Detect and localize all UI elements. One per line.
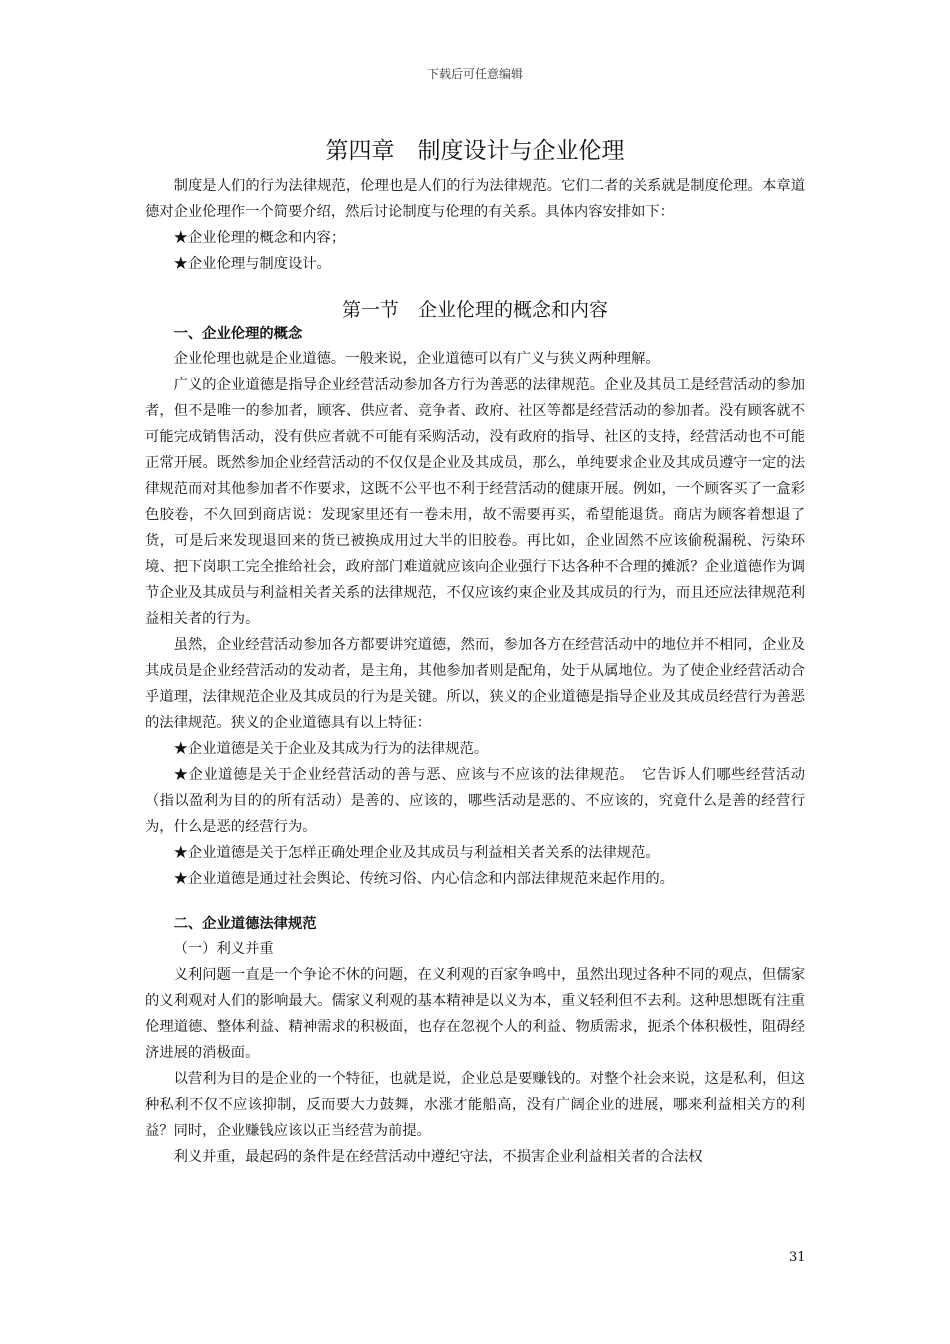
chapter-bullet-1: ★企业伦理的概念和内容； bbox=[173, 230, 346, 246]
feature-item: ★企业道德是通过社会舆论、传统习俗、内心信念和内部法律规范来起作用的。 bbox=[173, 871, 674, 887]
section-title: 第一节 企业伦理的概念和内容 bbox=[341, 299, 608, 321]
feature-item: ★企业道德是关于企业经营活动的善与恶、应该与不应该的法律规范。 它告诉人们哪些经营活动（指以盈利为目的的所有活动）是善的、应该的，哪些活动是恶的、不应该的，究竟什么是善的经营行为，什么是恶的经营行为。 bbox=[145, 767, 805, 835]
heading-norms: 二、企业道德法律规范 bbox=[173, 916, 317, 932]
heading-concept: 一、企业伦理的概念 bbox=[173, 326, 303, 342]
feature-item: ★企业道德是关于怎样正确处理企业及其成员与利益相关者关系的法律规范。 bbox=[173, 845, 660, 861]
chapter-intro: 制度是人们的行为法律规范，伦理也是人们的行为法律规范。它们二者的关系就是制度伦理。本章道德对企业伦理作一个简要介绍，然后讨论制度与伦理的有关系。具体内容安排如下： bbox=[145, 178, 805, 220]
paragraph: 广义的企业道德是指导企业经营活动参加各方行为善恶的法律规范。企业及其员工是经营活动的参加者，但不是唯一的参加者，顾客、供应者、竞争者、政府、社区等都是经营活动的参加者。没有顾客就不可能完成销售活动，没有供应者就不可能有采购活动，没有政府的指导、社区的支持，经营活动也不可能正常开展。既然参加企业经营活动的不仅仅是企业及其成员，那么，单纯要求企业及其成员遵守一定的法律规范而对其他参加者不作要求，这既不公平也不利于经营活动的健康开展。例如，一个顾客买了一盒彩色胶卷，不久回到商店说：发现家里还有一卷未用，故不需要再买，希望能退货。商店为顾客着想退了货，可是后来发现退回来的货已被换成用过大半的旧胶卷。再比如，企业固然不应该偷税漏税、污染环境、把下岗职工完全推给社会，政府部门难道就应该向企业强行下达各种不合理的摊派？企业道德作为调节企业及其成员与利益相关者关系的法律规范，不仅应该约束企业及其成员的行为，而且还应法律规范利益相关者的行为。 bbox=[145, 377, 805, 627]
paragraph: 义利问题一直是一个争论不休的问题，在义利观的百家争鸣中，虽然出现过各种不同的观点，但儒家的义利观对人们的影响最大。儒家义利观的基本精神是以义为本，重义轻利但不去利。这种思想既有注重伦理道德、整体利益、精神需求的积极面，也存在忽视个人的利益、物质需求，扼杀个体积极性，阻碍经济进展的消极面。 bbox=[145, 967, 805, 1061]
page-number: 31 bbox=[789, 1250, 806, 1265]
page-header: 下载后可任意编辑 bbox=[426, 67, 523, 81]
paragraph: 利义并重，最起码的条件是在经营活动中遵纪守法，不损害企业利益相关者的合法权 bbox=[173, 1149, 703, 1165]
chapter-bullet-2: ★企业伦理与制度设计。 bbox=[173, 256, 331, 272]
paragraph: 虽然，企业经营活动参加各方都要讲究道德，然而，参加各方在经营活动中的地位并不相同，企业及其成员是企业经营活动的发动者，是主角，其他参加者则是配角，处于从属地位。为了使企业经营活动合乎道理，法律规范企业及其成员的行为是关键。所以，狭义的企业道德是指导企业及其成员经营行为善恶的法律规范。狭义的企业道德具有以上特征： bbox=[145, 637, 805, 731]
paragraph: 以营利为目的是企业的一个特征，也就是说，企业总是要赚钱的。对整个社会来说，这是私利，但这种私利不仅不应该抑制，反而要大力鼓舞，水涨才能船高，没有广阔企业的进展，哪来利益相关方的利益？同时，企业赚钱应该以正当经营为前提。 bbox=[145, 1071, 805, 1139]
paragraph: 企业伦理也就是企业道德。一般来说，企业道德可以有广义与狭义两种理解。 bbox=[173, 351, 660, 367]
page-content bbox=[145, 132, 805, 1170]
subheading: （一）利义并重 bbox=[173, 941, 274, 957]
chapter-title: 第四章 制度设计与企业伦理 bbox=[325, 138, 625, 164]
feature-item: ★企业道德是关于企业及其成为行为的法律规范。 bbox=[173, 741, 489, 757]
